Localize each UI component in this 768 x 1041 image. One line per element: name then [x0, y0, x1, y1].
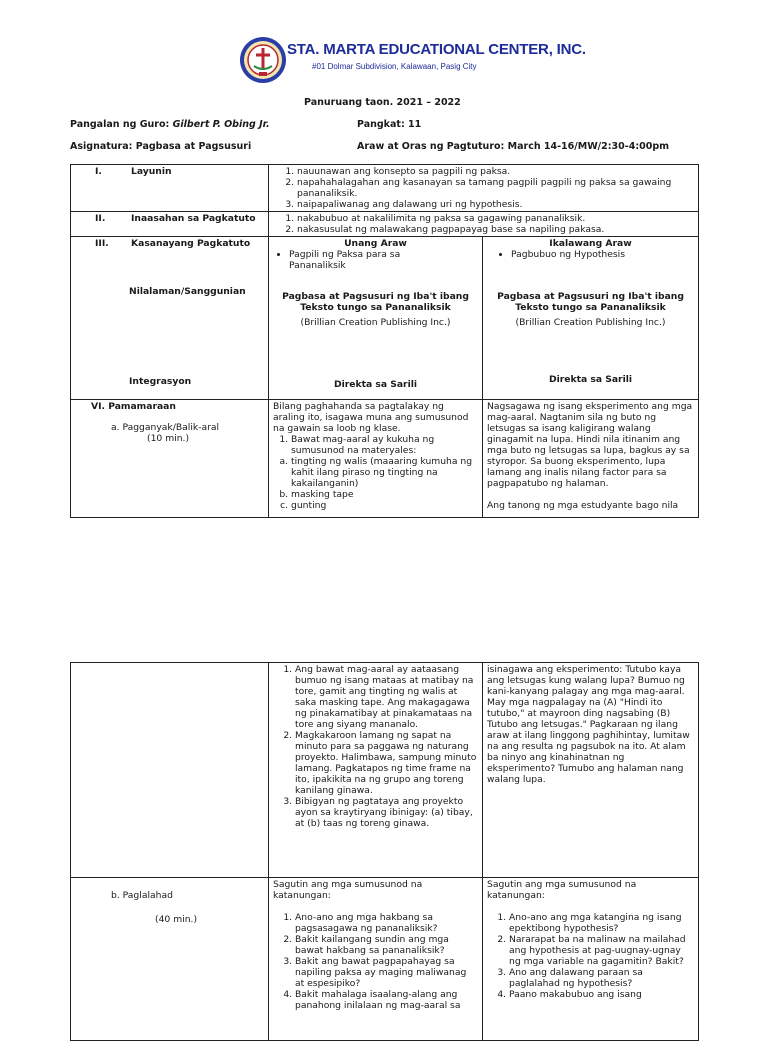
- day2-book-title: Pagbasa at Pagsusuri ng Iba't ibang Teksto tungo sa Pananaliksik: [497, 291, 684, 313]
- school-name: STA. MARTA EDUCATIONAL CENTER, INC.: [287, 41, 586, 58]
- day2-experiment-text: Nagsagawa ng isang eksperimento ang mga mag-aaral. Nagtanim sila ng buto ng letsugas sa isang kaligirang walang ginagamit na lupa. Hindi nila itinanim ang mga buto ng letsugas sa lupa, bagkus ay sa styropor. Sa buong eksperimento, lupa lamang ang inalis nilang factor para sa pagpapatubo ng halaman.: [487, 401, 693, 489]
- school-year: Panuruang taon. 2021 – 2022: [304, 97, 461, 108]
- row-inaasahan: [71, 212, 699, 237]
- kasanayan-label: Kasanayang Pagkatuto: [131, 238, 251, 249]
- subject-label: Asignatura: Pagbasa at Pagsusuri: [70, 141, 252, 152]
- day1-questions-intro: Sagutin ang mga sumusunod na katanungan:: [273, 879, 423, 901]
- day1-questions-cell: [269, 878, 483, 1041]
- day1-step: 1. Bawat mag-aaral ay kukuha ng sumusunod na materyales:: [291, 434, 478, 456]
- pamamaraan-label-cell: [71, 400, 269, 518]
- inaasahan-item: 1. nakabubuo at nakalilimita ng paksa sa gagawing pananaliksik.: [297, 213, 694, 224]
- inaasahan-content-cell: [269, 212, 699, 237]
- day2-question: 4. Paano makabubuo ang isang: [509, 989, 694, 1000]
- school-seal-logo: [239, 36, 287, 84]
- day1-pamamaraan-cell: [269, 400, 483, 518]
- pagganyak-label: a. Pagganyak/Balik-aral: [111, 422, 220, 433]
- day1-question: 1. Ano-ano ang mga hakbang sa pagsasagawa ng pananaliksik?: [295, 912, 478, 934]
- nilalaman-label: Nilalaman/Sanggunian: [129, 286, 246, 297]
- day2-topic: • Pagbubuo ng Hypothesis: [511, 249, 694, 260]
- teacher-line: [70, 119, 270, 130]
- day1-intro: Bilang paghahanda sa pagtalakay ng araling ito, isagawa muna ang sumusunod na gawain sa loob ng klase.: [273, 401, 469, 434]
- inaasahan-num: II.: [95, 213, 106, 224]
- school-address: #01 Dolmar Subdivision, Kalawaan, Pasig City: [312, 62, 477, 71]
- day1-question: 4. Bakit mahalaga isaalang-alang ang panahong inilalaan ng mag-aaral sa: [295, 989, 478, 1011]
- inaasahan-label: Inaasahan sa Pagkatuto: [131, 213, 256, 224]
- material-item: b. masking tape: [291, 489, 478, 500]
- material-item: c. gunting: [291, 500, 478, 511]
- layunin-label-cell: [71, 165, 269, 212]
- layunin-content-cell: [269, 165, 699, 212]
- day1-kasanayan-cell: [269, 237, 483, 400]
- day1-integration: Direkta sa Sarili: [333, 379, 418, 390]
- day1-title: Unang Araw: [344, 238, 407, 249]
- day2-question: 3. Ano ang dalawang paraan sa paglalahad ng hypothesis?: [509, 967, 694, 989]
- layunin-item: 3. naipapaliwanag ang dalawang uri ng hypothesis.: [297, 199, 694, 210]
- row-paglalahad: [71, 878, 699, 1041]
- day2-question: 2. Nararapat ba na malinaw na mailahad ang hypothesis at pag-uugnay-ugnay ng mga variable na gagamitin? Bakit?: [509, 934, 694, 967]
- section-label: Pangkat: 11: [357, 119, 422, 130]
- day2-title: Ikalawang Araw: [549, 238, 632, 249]
- day1-book-title: Pagbasa at Pagsusuri ng Iba't ibang Teksto tungo sa Pananaliksik: [282, 291, 469, 313]
- row-layunin: [71, 165, 699, 212]
- teacher-label: Pangalan ng Guro:: [70, 119, 170, 130]
- day1-question: 2. Bakit kailangang sundin ang mga bawat hakbang sa pananaliksik?: [295, 934, 478, 956]
- kasanayan-num: III.: [95, 238, 109, 249]
- day2-publisher: (Brillian Creation Publishing Inc.): [515, 317, 666, 328]
- day2-kasanayan-cell: [483, 237, 699, 400]
- layunin-item: 2. napahahalagahan ang kasanayan sa tamang pagpili pagpili ng paksa sa gawaing pananaliksik.: [297, 177, 694, 199]
- kasanayan-label-cell: [71, 237, 269, 400]
- paglalahad-label-cell: [71, 878, 269, 1041]
- paglalahad-label: b. Paglalahad: [111, 890, 173, 901]
- layunin-label: Layunin: [131, 166, 172, 177]
- layunin-num: I.: [95, 166, 102, 177]
- day1-step: 1. Ang bawat mag-aaral ay aataasang bumuo ng isang mataas at matibay na tore, gamit ang tingting ng walis at saka masking tape. Ang makagagawa ng pinakamatibay at pinakamataas na tore ang siyang mananalo.: [295, 664, 478, 730]
- day1-publisher: (Brillian Creation Publishing Inc.): [300, 317, 451, 328]
- day2-question: 1. Ano-ano ang mga katangina ng isang epektibong hypothesis?: [509, 912, 694, 934]
- day2-continued-cell: [483, 663, 699, 878]
- inaasahan-item: 2. nakasusulat ng malawakang pagpapayag base sa napiling pakasa.: [297, 224, 694, 235]
- empty-label-cell: [71, 663, 269, 878]
- day2-continued-text: isinagawa ang eksperimento: Tutubo kaya ang letsugas kung walang lupa? Bumuo ng kani-kanyang palagay ang mga mag-aaral. May mga nagpalagay na (A) "Hindi ito tutubo," at mayroon ding nagsabing (B) Tutubo ang letsugas." Pagkaraan ng ilang araw at ilang linggong paghihintay, lumitaw na ang resulta ng pagsubok na ito. At alam ba ninyo ang kinahinatnan ng eksperimento? Tumubo ang halaman nang walang lupa.: [487, 664, 690, 785]
- day1-steps-cell: [269, 663, 483, 878]
- layunin-item: 1. nauunawan ang konsepto sa pagpili ng paksa.: [297, 166, 694, 177]
- lesson-plan-table-2: [70, 662, 699, 1041]
- day2-questions-cell: [483, 878, 699, 1041]
- teacher-name: Gilbert P. Obing Jr.: [172, 119, 270, 130]
- paglalahad-time: (40 min.): [155, 914, 198, 925]
- day1-question: 3. Bakit ang bawat pagpapahayag sa napiling paksa ay maging maliwanag at espesipiko?: [295, 956, 478, 989]
- material-item: a. tingting ng walis (maaaring kumuha ng kahit ilang piraso ng tingting na kakailanganin): [291, 456, 478, 489]
- day2-questions-intro: Sagutin ang mga sumusunod na katanungan:: [487, 879, 637, 901]
- day1-step: 2. Magkakaroon lamang ng sapat na minuto para sa paggawa ng naturang proyekto. Halimbawa, sampung minuto lamang. Pagkatapos ng time frame na ito, ipakikita na ng grupo ang toreng kanilang ginawa.: [295, 730, 478, 796]
- day2-integration: Direkta sa Sarili: [548, 374, 633, 385]
- row-kasanayan: [71, 237, 699, 400]
- row-pamamaraan: [71, 400, 699, 518]
- day1-step: 3. Bibigyan ng pagtataya ang proyekto ayon sa kraytiryang ibinigay: (a) tibay, at (b) taas ng toreng ginawa.: [295, 796, 478, 829]
- schedule-label: Araw at Oras ng Pagtuturo: March 14-16/MW/2:30-4:00pm: [357, 141, 670, 152]
- pamamaraan-label: VI. Pamamaraan: [91, 401, 176, 412]
- lesson-plan-table-1: [70, 164, 699, 518]
- day1-topic: • Pagpili ng Paksa para sa Pananaliksik: [289, 249, 439, 271]
- integrasyon-label: Integrasyon: [129, 376, 192, 387]
- pagganyak-time: (10 min.): [147, 433, 190, 444]
- day2-experiment-tail: Ang tanong ng mga estudyante bago nila: [487, 500, 679, 511]
- row-pagganyak-continued: [71, 663, 699, 878]
- inaasahan-label-cell: [71, 212, 269, 237]
- day2-pamamaraan-cell: [483, 400, 699, 518]
